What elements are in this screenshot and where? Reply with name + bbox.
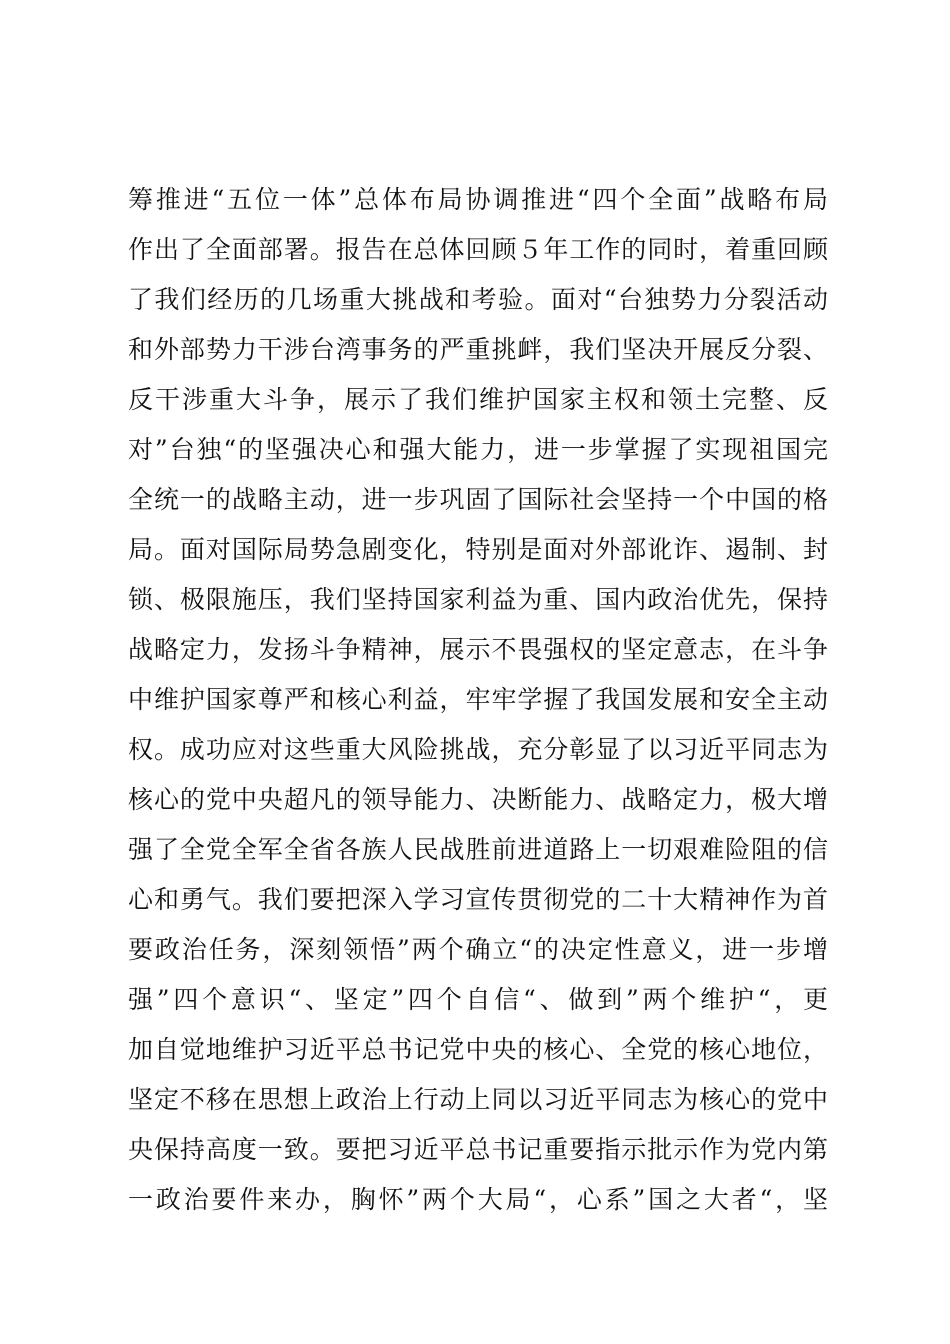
text-line: 坚定不移在思想上政治上行动上同以习近平同志为核心的党中 <box>128 1085 828 1114</box>
text-line: 强”四个意识“、坚定”四个自信“、做到”两个维护“，更 <box>128 985 828 1014</box>
text-line: 要政治任务，深刻领悟”两个确立“的决定性意义，进一步增 <box>128 935 828 964</box>
text-line: 了我们经历的几场重大挑战和考验。面对“台独势力分裂活动 <box>128 285 828 314</box>
text-line: 加自觉地维护习近平总书记党中央的核心、全党的核心地位， <box>128 1035 828 1064</box>
text-line: 中维护国家尊严和核心利益，牢牢学握了我国发展和安全主动 <box>128 685 828 714</box>
text-line: 对”台独“的坚强决心和强大能力，进一步掌握了实现祖国完 <box>128 435 828 464</box>
text-line: 战略定力，发扬斗争精神，展示不畏强权的坚定意志，在斗争 <box>128 635 828 664</box>
text-line: 反干涉重大斗争，展示了我们维护国家主权和领土完整、反 <box>128 385 828 414</box>
text-line: 锁、极限施压，我们坚持国家利益为重、国内政治优先，保持 <box>128 585 828 614</box>
text-line: 全统一的战略主动，进一步巩固了国际社会坚持一个中国的格 <box>128 485 828 514</box>
text-line: 局。面对国际局势急剧变化，特别是面对外部讹诈、遏制、封 <box>128 535 828 564</box>
text-line: 一政治要件来办，胸怀”两个大局“，心系”国之大者“，坚 <box>128 1185 828 1214</box>
text-line: 筹推进“五位一体”总体布局协调推进“四个全面”战略布局 <box>128 185 828 214</box>
text-line: 作出了全面部署。报告在总体回顾５年工作的同时，着重回顾 <box>128 235 828 264</box>
text-line: 心和勇气。我们要把深入学习宣传贯彻党的二十大精神作为首 <box>128 885 828 914</box>
text-line: 权。成功应对这些重大风险挑战，充分彰显了以习近平同志为 <box>128 735 828 764</box>
text-line: 强了全党全军全省各族人民战胜前进道路上一切艰难险阻的信 <box>128 835 828 864</box>
text-line: 和外部势力干涉台湾事务的严重挑衅，我们坚决开展反分裂、 <box>128 335 828 364</box>
text-line: 核心的党中央超凡的领导能力、决断能力、战略定力，极大增 <box>128 785 828 814</box>
text-line: 央保持高度一致。要把习近平总书记重要指示批示作为党内第 <box>128 1135 828 1164</box>
